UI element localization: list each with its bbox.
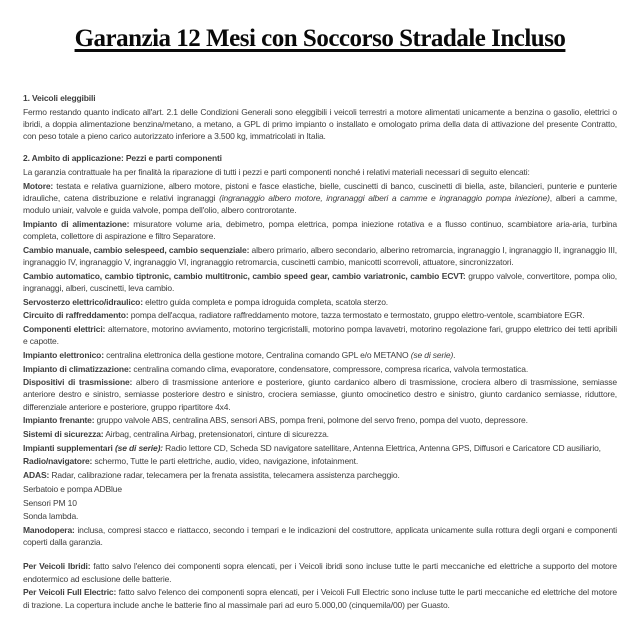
section2-heading: 2. Ambito di applicazione: Pezzi e parti componenti xyxy=(23,153,222,164)
component-label: Manodopera: xyxy=(23,525,75,535)
component-text: gruppo valvole, convertitore, pompa olio, ingranaggi, alberi, cuscinetti, leva cambio. xyxy=(23,270,617,293)
component-label: Circuito di raffreddamento: xyxy=(23,310,129,321)
component-paragraph xyxy=(23,586,617,610)
component-text: Sonda lambda. xyxy=(23,511,79,522)
component-label: Cambio automatico, cambio tiptronic, cambio multitronic, cambio speed gear, cambio variatronic, cambio ECVT: xyxy=(23,270,466,281)
component-paragraph xyxy=(23,363,617,375)
component-label: Impianto elettronico: xyxy=(23,349,104,360)
component-text: misuratore volume aria, debimetro, pompa elettrica, pompa iniezione rotativa e a flusso continuo, scambiatore aria-aria, turbina completa, collettore di aspirazione e filtro Separatore. xyxy=(23,218,617,242)
component-paragraph xyxy=(23,296,617,308)
component-paragraph xyxy=(23,309,617,321)
component-text: centralina comando clima, evaporatore, condensatore, compressore, compresa ricarica, valvola termostatica. xyxy=(131,363,529,374)
component-label: Motore: xyxy=(23,180,54,191)
component-label: Impianto di alimentazione: xyxy=(23,218,130,229)
component-paragraph xyxy=(23,270,617,294)
component-text: (se di serie) xyxy=(410,349,454,360)
component-label: Per Veicoli Full Electric: xyxy=(23,587,117,598)
component-paragraph xyxy=(23,376,617,413)
component-text: centralina elettronica della gestione motore, Centralina comando GPL e/o METANO xyxy=(103,349,411,360)
page-title: Garanzia 12 Mesi con Soccorso Stradale Incluso xyxy=(74,25,566,52)
component-text: Radar, calibrazione radar, telecamera per la frenata assistita, telecamera assistenza parcheggio. xyxy=(49,470,400,481)
component-paragraph xyxy=(23,483,617,495)
component-label: Impianto frenante: xyxy=(23,415,95,426)
component-text: Serbatoio e pompa ADBlue xyxy=(23,483,122,494)
component-text: , alberi a camme, modulo uniair, valvole e guida valvole, pompa dell'olio, albero controrotante. xyxy=(23,192,617,216)
component-paragraph xyxy=(23,469,617,481)
component-text: fatto salvo l'elenco dei componenti sopra elencati, per i Veicoli ibridi sono incluse tutte le parti meccaniche ed elettriche a supporto del motore endotermico ad esclusione delle batterie. xyxy=(23,561,617,584)
section-scope-components xyxy=(23,152,617,548)
component-label: Cambio manuale, cambio selespeed, cambio sequenziale: xyxy=(23,244,250,255)
component-text: albero di trasmissione anteriore e posteriore, giunto cardanico albero di trasmissione, crociera albero di trasmissione, semiasse anteriore destro e sinistro, semiasse posteriore destro e sinistro, crociera semiasse, giunto omocinetico destro e sinistro, giunto cardanico semiasse, riduttore, differenziale anteriore e posteriore, gruppo ripartitore 4x4. xyxy=(23,377,617,412)
component-paragraph xyxy=(23,442,617,454)
component-paragraph xyxy=(23,323,617,347)
component-text: fatto salvo l'elenco dei componenti sopra elencati, per i Veicoli Full Electric sono incluse tutte le parti meccaniche ed elettriche del motore di trazione. La copertura include anche le batterie fino al massimale pari ad euro 5.000,00 (cinquemila/00) per Guasto. xyxy=(23,587,617,610)
component-label: Per Veicoli Ibridi: xyxy=(23,561,91,572)
component-text: Airbag, centralina Airbag, pretensionatori, cinture di sicurezza. xyxy=(103,429,329,440)
component-text: . xyxy=(453,349,456,360)
component-paragraph xyxy=(23,180,617,217)
component-paragraph xyxy=(23,524,617,548)
component-text: pompa dell'acqua, radiatore raffreddamento motore, tazza termostato e termostato, gruppo elettro-ventole, scambiatore EGR. xyxy=(128,310,585,321)
component-text: Radio lettore CD, Scheda SD navigatore satellitare, Antenna Elettrica, Antenna GPS, Diffusori e Caricatore CD ausiliario, xyxy=(162,442,601,453)
component-paragraph xyxy=(23,349,617,361)
component-text: inclusa, compresi stacco e riattacco, secondo i tempari e le indicazioni del costruttore, applicata unicamente sulla rottura degli organi e componenti coperti dalla garanzia. xyxy=(23,525,617,548)
component-label: Servosterzo elettrico/idraulico: xyxy=(23,296,143,307)
component-text: (ingranaggio albero motore, ingranaggi alberi a camme e ingranaggio pompa iniezione) xyxy=(219,192,550,203)
component-list xyxy=(23,180,617,549)
component-label: Radio/navigatore: xyxy=(23,456,93,467)
component-text: schermo, Tutte le parti elettriche, audio, video, navigazione, infotainment. xyxy=(92,456,359,467)
section-eligible-vehicles xyxy=(23,92,617,142)
component-text: gruppo valvole ABS, centralina ABS, sensori ABS, pompa freni, polmone del servo freno, pompa del vuoto, depressore. xyxy=(94,415,528,426)
component-paragraph xyxy=(23,244,617,268)
section1-body: Fermo restando quanto indicato all'art. 2.1 delle Condizioni Generali sono eleggibili i veicoli terrestri a motore alimentati unicamente a benzina o gasolio, elettrici o ibridi, a doppia alimentazione benzina/metano, a metano, a GPL di primo impianto o installato e omologato prima della data di attivazione del presente Contratto, con peso totale a pieno carico autorizzato inferiore a 3.500 kg, immatricolati in Italia. xyxy=(23,106,617,142)
component-label: ADAS: xyxy=(23,470,50,481)
component-paragraph xyxy=(23,455,617,467)
closing-list xyxy=(23,560,617,610)
component-label: Sistemi di sicurezza: xyxy=(23,429,104,440)
component-text: albero primario, albero secondario, alberino retromarcia, ingranaggio I, ingranaggio II, ingranaggio III, ingranaggio IV, ingranaggio V, ingranaggio VI, ingranaggio retromarcia, cuscinetti cambio, manicotti scorrevoli, attuatore, sincronizzatori. xyxy=(23,244,617,267)
component-text: alternatore, motorino avviamento, motorino tergicristalli, motorino pompa lavavetri, motorino regolazione fari, gruppo elettrico dei tetti apribili e capotte. xyxy=(23,323,617,347)
component-text: Sensori PM 10 xyxy=(23,497,77,508)
component-text: testata e relativa guarnizione, albero motore, pistoni e fasce elastiche, bielle, cuscinetti di banco, cuscinetti di biella, aste, bilancieri, punterie e punterie idrauliche, catena distribuzione e relativi ingranaggi xyxy=(23,180,617,203)
component-paragraph xyxy=(23,414,617,426)
section1-heading: 1. Veicoli eleggibili xyxy=(23,93,96,103)
component-label: Dispositivi di trasmissione: xyxy=(23,377,133,388)
component-label: Componenti elettrici: xyxy=(23,323,106,334)
component-paragraph xyxy=(23,510,617,522)
section-vehicle-types xyxy=(23,560,617,610)
component-paragraph xyxy=(23,218,617,242)
component-paragraph xyxy=(23,560,617,584)
component-label: Impianto di climatizzazione: xyxy=(23,363,132,374)
component-paragraph xyxy=(23,497,617,509)
component-label: Impianti supplementari xyxy=(23,442,115,453)
section2-intro: La garanzia contrattuale ha per finalità la riparazione di tutti i pezzi e parti componenti nonché i relativi materiali necessari di seguito elencati: xyxy=(23,167,530,178)
component-paragraph xyxy=(23,428,617,440)
component-label: (se di serie): xyxy=(114,442,163,453)
component-text: elettro guida completa e pompa idroguida completa, scatola sterzo. xyxy=(142,296,389,307)
